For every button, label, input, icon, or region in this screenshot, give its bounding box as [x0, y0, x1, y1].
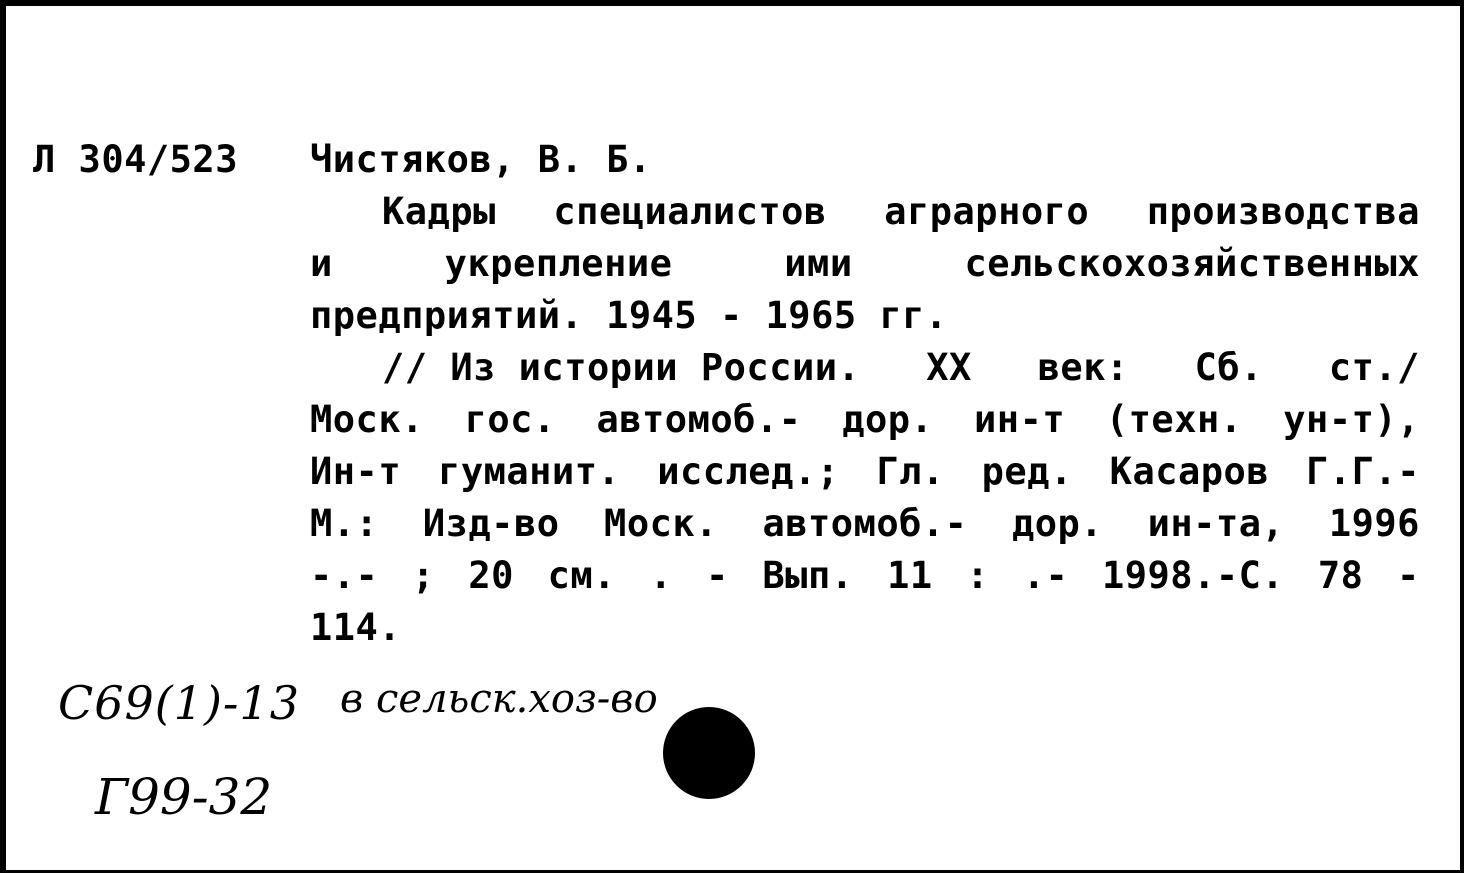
description-word: - — [705, 554, 729, 597]
shelfmark: Л 304/523 — [33, 138, 238, 181]
description-word: предприятий. 1945 - 1965 гг. — [310, 294, 948, 337]
description-word: автомоб.- — [762, 502, 968, 545]
description-word: Г.Г.- — [1306, 450, 1420, 493]
card-border-right — [1460, 0, 1464, 873]
description-word: ин-т — [974, 398, 1066, 441]
description-line — [310, 290, 1420, 342]
card-border-top — [0, 0, 1464, 6]
description-line — [310, 446, 1420, 498]
description-word: Кадры — [382, 190, 496, 233]
description-word: специалистов — [553, 190, 827, 233]
description-word: дор. — [842, 398, 934, 441]
description-word: Ин-т — [310, 450, 402, 493]
handwritten-author-index: Г99-32 — [95, 768, 273, 826]
description-line — [310, 498, 1420, 550]
description-word: и — [310, 242, 333, 285]
description-word: : — [966, 554, 990, 597]
description-word: Изд-во — [422, 502, 560, 545]
description-word: укрепление — [444, 242, 673, 285]
handwritten-classification-code: C69(1)-13 — [58, 676, 300, 730]
description-word: автомоб.- — [596, 398, 802, 441]
description-line — [310, 394, 1420, 446]
description-word: (техн. — [1105, 398, 1243, 441]
author-heading: Чистяков, В. Б. — [310, 138, 652, 181]
description-word: ст./ — [1328, 346, 1420, 389]
description-line — [310, 186, 1420, 238]
description-word: Гл. — [876, 450, 945, 493]
description-word: исслед.; — [657, 450, 840, 493]
description-word: ими — [784, 242, 853, 285]
description-word: Вып. — [762, 554, 854, 597]
description-word: М.: — [310, 502, 379, 545]
description-word: // Из истории России. — [382, 346, 861, 389]
description-word: аграрного — [884, 190, 1090, 233]
description-word: .- — [1022, 554, 1069, 597]
description-word: ин-та, — [1147, 502, 1285, 545]
description-word: век: — [1037, 346, 1129, 389]
description-word: . — [649, 554, 673, 597]
description-word: сельскохозяйственных — [964, 242, 1420, 285]
description-word: ред. — [981, 450, 1073, 493]
description-word: 114. — [310, 606, 402, 649]
description-word: см. — [547, 554, 616, 597]
description-word: 1996 — [1328, 502, 1420, 545]
description-word: Моск. — [310, 398, 424, 441]
punch-hole — [663, 707, 755, 799]
description-word: 78 — [1317, 554, 1364, 597]
description-word: дор. — [1011, 502, 1104, 545]
description-word: 20 — [468, 554, 514, 597]
description-word: Касаров — [1109, 450, 1270, 493]
handwritten-subject-note: в сельск.хоз-во — [340, 676, 658, 722]
description-word: ; — [411, 554, 435, 597]
description-word: ун-т), — [1283, 398, 1420, 441]
description-line — [310, 342, 1420, 394]
bibliographic-description — [310, 186, 1420, 654]
description-word: гуманит. — [438, 450, 621, 493]
description-line — [310, 602, 1420, 654]
description-word: 1998.-С. — [1101, 554, 1285, 597]
description-line — [310, 550, 1420, 602]
description-word: 11 — [887, 554, 933, 597]
card-border-left — [0, 0, 6, 873]
description-word: -.- — [310, 554, 379, 597]
description-line — [310, 238, 1420, 290]
description-word: - — [1397, 554, 1420, 597]
description-word: Моск. — [604, 502, 718, 545]
description-word: гос. — [464, 398, 556, 441]
description-word: производства — [1146, 190, 1420, 233]
description-word: XX — [926, 346, 972, 389]
description-word: Сб. — [1194, 346, 1263, 389]
